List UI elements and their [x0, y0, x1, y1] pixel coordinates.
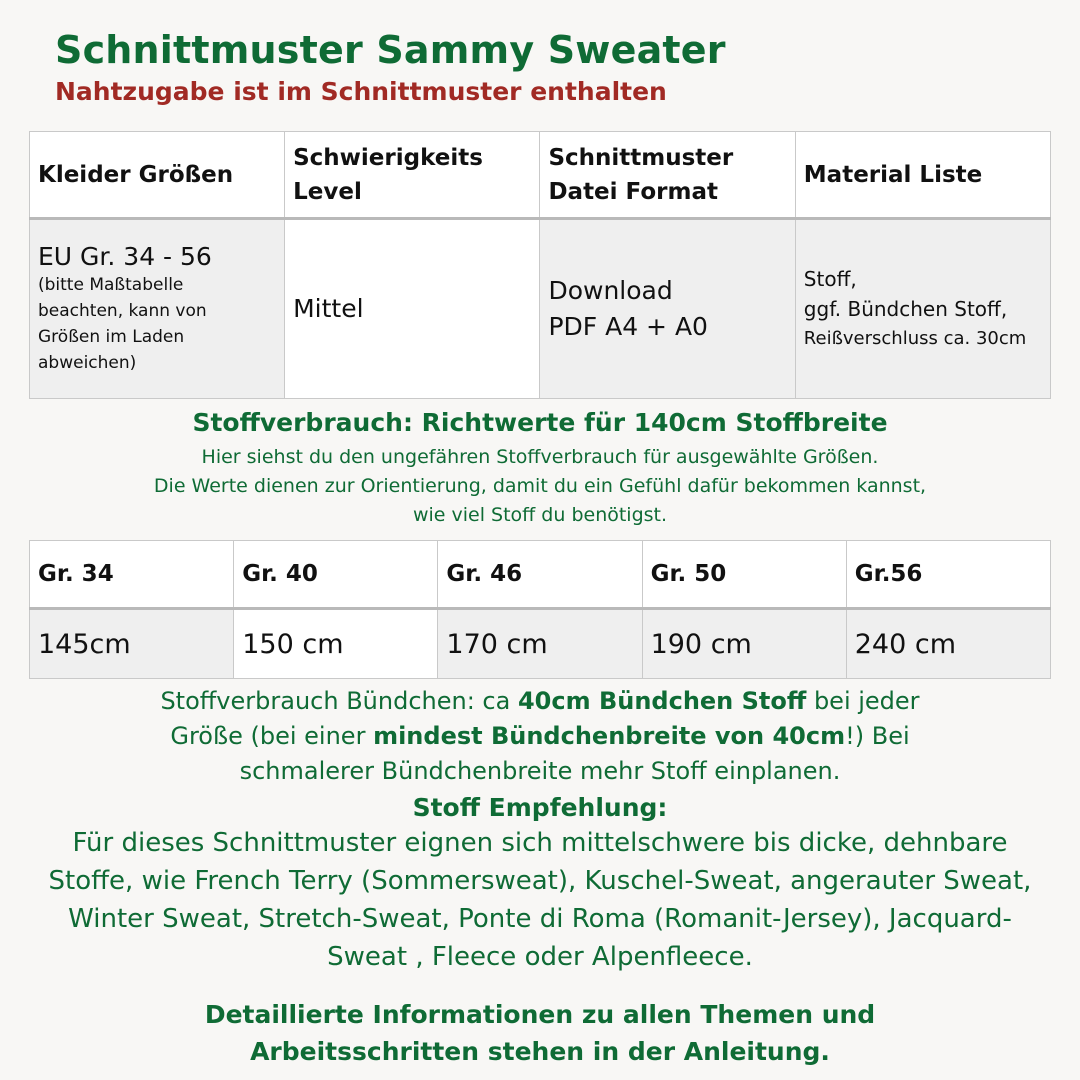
- recommendation-line: Sweat , Fleece oder Alpenfleece.: [327, 942, 753, 972]
- recommendation-heading: Stoff Empfehlung:: [412, 793, 668, 822]
- fabric-intro-line: Hier siehst du den ungefähren Stoffverbrauch für ausgewählte Größen.: [201, 446, 879, 468]
- sizes-note-line: (bitte Maßtabelle: [38, 275, 184, 295]
- fabric-table-amount-row: [30, 609, 1051, 679]
- amount-cell: 190 cm: [642, 609, 846, 679]
- fabric-intro-line: Die Werte dienen zur Orientierung, damit du ein Gefühl dafür bekommen kannst,: [153, 475, 927, 497]
- cell-format: Download PDF A4 + A0: [540, 219, 795, 399]
- fabric-intro-line: wie viel Stoff du benötigst.: [412, 504, 668, 526]
- header-materials: Material Liste: [795, 132, 1050, 219]
- cuff-line: Größe (bei einer mindest Bündchenbreite von 40cm!) Bei: [170, 722, 910, 750]
- page-title: Schnittmuster Sammy Sweater: [55, 28, 726, 72]
- info-table: [29, 131, 1051, 399]
- recommendation-line: Für dieses Schnittmuster eignen sich mittelschwere bis dicke, dehnbare: [72, 828, 1008, 858]
- size-header: Gr. 34: [30, 541, 234, 609]
- info-table-header-row: [30, 132, 1051, 219]
- amount-cell: 240 cm: [846, 609, 1050, 679]
- cell-level: Mittel: [285, 219, 540, 399]
- cuff-line: schmalerer Bündchenbreite mehr Stoff einplanen.: [239, 757, 841, 785]
- header-level: Schwierigkeits Level: [285, 132, 540, 219]
- cell-materials: Stoff, ggf. Bündchen Stoff, Reißverschluss ca. 30cm: [795, 219, 1050, 399]
- header-sizes: Kleider Größen: [30, 132, 285, 219]
- fabric-table: [29, 540, 1051, 679]
- page-subtitle: Nahtzugabe ist im Schnittmuster enthalten: [55, 77, 667, 106]
- cell-sizes: [30, 219, 285, 399]
- recommendation-line: Stoffe, wie French Terry (Sommersweat), Kuschel-Sweat, angerauter Sweat,: [48, 866, 1032, 896]
- size-header: Gr. 46: [438, 541, 642, 609]
- recommendation-line: Winter Sweat, Stretch-Sweat, Ponte di Roma (Romanit-Jersey), Jacquard-: [68, 904, 1012, 934]
- size-header: Gr. 50: [642, 541, 846, 609]
- footer-line: Detaillierte Informationen zu allen Themen und: [204, 1000, 876, 1029]
- fabric-heading: Stoffverbrauch: Richtwerte für 140cm Stoffbreite: [192, 408, 888, 437]
- sizes-note-line: beachten, kann von: [38, 301, 207, 321]
- amount-cell: 145cm: [30, 609, 234, 679]
- footer-line: Arbeitsschritten stehen in der Anleitung.: [250, 1037, 830, 1066]
- size-header: Gr.56: [846, 541, 1050, 609]
- amount-cell: 170 cm: [438, 609, 642, 679]
- header-format: Schnittmuster Datei Format: [540, 132, 795, 219]
- amount-cell: 150 cm: [234, 609, 438, 679]
- sizes-note-line: Größen im Laden: [38, 327, 185, 347]
- fabric-table-header-row: [30, 541, 1051, 609]
- sizes-note-line: abweichen): [38, 353, 137, 373]
- cuff-line: Stoffverbrauch Bündchen: ca 40cm Bündchen Stoff bei jeder: [160, 687, 920, 715]
- sizes-main: EU Gr. 34 - 56: [38, 242, 212, 271]
- info-table-body-row: [30, 219, 1051, 399]
- size-header: Gr. 40: [234, 541, 438, 609]
